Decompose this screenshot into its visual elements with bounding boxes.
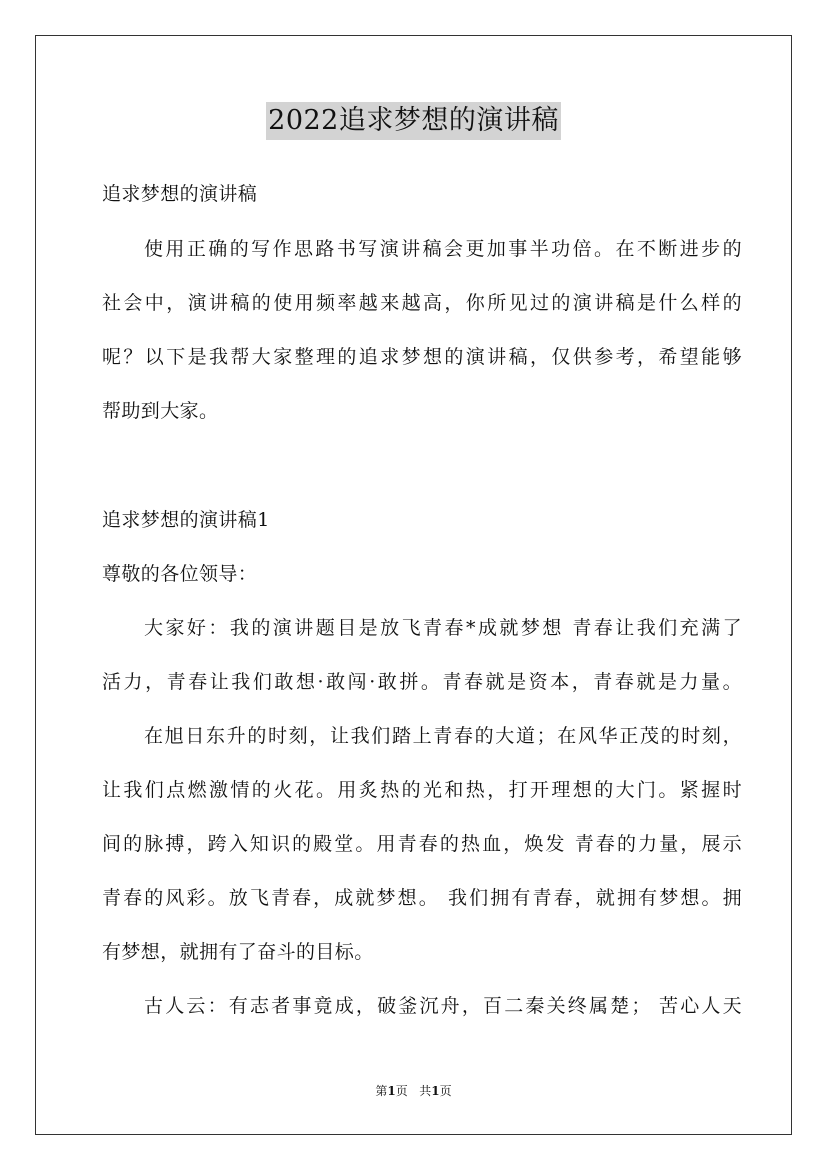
footer-total-prefix: 共 [419,1084,432,1098]
paragraph-line: 活力，青春让我们敢想·敢闯·敢拼。青春就是资本，青春就是力量。 [102,671,742,693]
paragraph-line: 社会中，演讲稿的使用频率越来越高，你所见过的演讲稿是什么样的 [102,292,742,314]
paragraph-line: 帮助到大家。 [102,400,219,422]
page-footer [0,1083,827,1099]
paragraph-line: 让我们点燃激情的火花。用炙热的光和热，打开理想的大门。紧握时 [102,779,742,801]
paragraph-line: 间的脉搏，跨入知识的殿堂。用青春的热血，焕发 青春的力量，展示 [102,833,742,855]
paragraph-line: 在旭日东升的时刻，让我们踏上青春的大道；在风华正茂的时刻， [144,725,742,747]
title-container [0,102,827,140]
paragraph-line: 使用正确的写作思路书写演讲稿会更加事半功倍。在不断进步的 [144,238,742,260]
subtitle-line: 追求梦想的演讲稿 [102,183,258,205]
footer-page-suffix: 页 [395,1084,408,1098]
footer-total-suffix: 页 [439,1084,452,1098]
footer-page-total: 1 [431,1084,440,1098]
paragraph-line: 呢？以下是我帮大家整理的追求梦想的演讲稿，仅供参考，希望能够 [102,346,742,368]
section-heading: 追求梦想的演讲稿1 [102,509,270,531]
document-title: 2022追求梦想的演讲稿 [266,102,561,140]
footer-page-current: 1 [387,1084,396,1098]
paragraph-line: 有梦想，就拥有了奋斗的目标。 [102,941,374,963]
footer-page-prefix: 第 [375,1084,388,1098]
paragraph-line: 青春的风彩。放飞青春，成就梦想。 我们拥有青春，就拥有梦想。拥 [102,887,742,909]
paragraph-line: 古人云：有志者事竟成，破釜沉舟，百二秦关终属楚； 苦心人天 [144,995,742,1017]
paragraph-line: 大家好：我的演讲题目是放飞青春*成就梦想 青春让我们充满了 [144,617,742,639]
salutation: 尊敬的各位领导： [102,563,258,585]
